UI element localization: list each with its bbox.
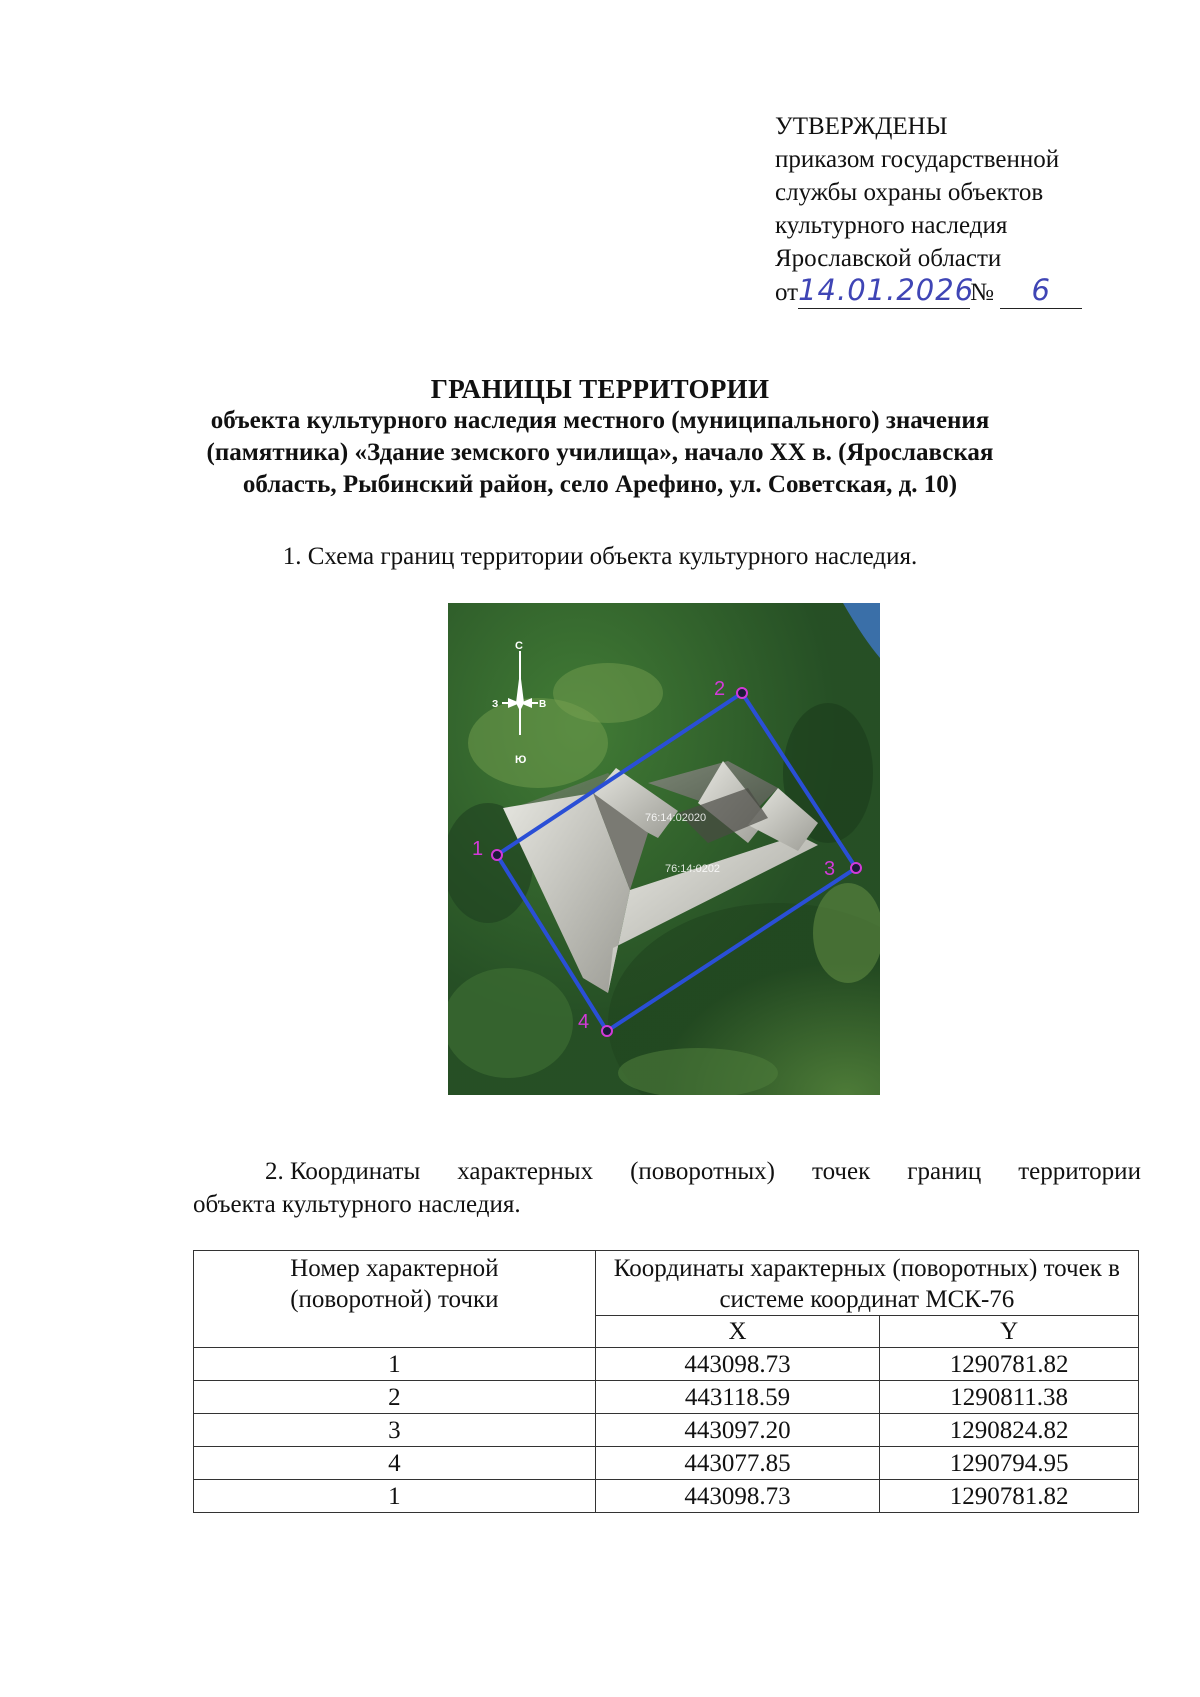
- number-prefix: №: [970, 279, 994, 306]
- point-label-1: 1: [472, 838, 484, 860]
- order-date-field: [798, 273, 975, 309]
- compass-east: В: [539, 699, 547, 710]
- boundary-point-4: [602, 1026, 612, 1036]
- compass-west: З: [492, 699, 499, 710]
- order-date-value: 14.01.2026: [798, 273, 975, 307]
- approval-block: [775, 110, 1115, 311]
- cell-x: 443098.73: [595, 1480, 880, 1513]
- boundary-point-1: [492, 850, 502, 860]
- title-line: (памятника) «Здание земского училища», начало XX в. (Ярославская: [206, 439, 994, 466]
- title-line: объекта культурного наследия местного (муниципального) значения: [210, 407, 990, 434]
- col-header-x: X: [595, 1316, 880, 1348]
- cell-y: 1290824.82: [880, 1414, 1139, 1447]
- cell-point-number: 1: [194, 1348, 596, 1381]
- parcel-label: 76:14:02020: [645, 812, 707, 824]
- cell-x: 443118.59: [595, 1381, 880, 1414]
- approval-line: Ярославской области: [775, 245, 1002, 272]
- boundary-point-3: [851, 863, 861, 873]
- table-row: [194, 1480, 1139, 1513]
- title-main: ГРАНИЦЫ ТЕРРИТОРИИ: [430, 374, 770, 404]
- approval-heading: УТВЕРЖДЕНЫ: [775, 113, 948, 140]
- point-label-4: 4: [578, 1011, 590, 1033]
- cell-point-number: 2: [194, 1381, 596, 1414]
- order-number-value: 6: [1031, 273, 1051, 307]
- section-2-heading: [193, 1155, 1141, 1221]
- col-header-point-number: Номер характерной (поворотной) точки: [194, 1251, 596, 1348]
- point-label-2: 2: [714, 678, 726, 700]
- document-title: [150, 373, 1050, 501]
- section-2-line-2: объекта культурного наследия.: [193, 1191, 521, 1218]
- cell-y: 1290781.82: [880, 1480, 1139, 1513]
- map-canvas: [448, 603, 880, 1095]
- table-row: [194, 1348, 1139, 1381]
- cell-point-number: 3: [194, 1414, 596, 1447]
- section-2-line-1: [193, 1155, 1141, 1188]
- coordinates-table: [193, 1250, 1139, 1513]
- order-date-line: [775, 275, 1115, 311]
- approval-line: приказом государственной: [775, 146, 1060, 173]
- cell-y: 1290794.95: [880, 1447, 1139, 1480]
- date-prefix: от: [775, 279, 799, 306]
- parcel-label: 76:14:0202: [665, 863, 721, 875]
- heading-word: границ: [907, 1158, 982, 1185]
- heading-word: точек: [811, 1158, 871, 1185]
- heading-word: 2. Координаты: [265, 1158, 421, 1185]
- cell-point-number: 4: [194, 1447, 596, 1480]
- cell-x: 443077.85: [595, 1447, 880, 1480]
- approval-line: культурного наследия: [775, 212, 1008, 239]
- boundary-map: [448, 603, 880, 1095]
- order-number-field: [1000, 275, 1082, 309]
- compass-south: Ю: [515, 754, 527, 766]
- col-header-coordinates: Координаты характерных (поворотных) точек в системе координат МСК-76: [595, 1251, 1138, 1316]
- cell-x: 443097.20: [595, 1414, 880, 1447]
- cell-x: 443098.73: [595, 1348, 880, 1381]
- col-header-y: Y: [880, 1316, 1139, 1348]
- table-header-row: [194, 1251, 1139, 1316]
- point-label-3: 3: [824, 858, 836, 880]
- heading-word: (поворотных): [630, 1158, 776, 1185]
- cell-point-number: 1: [194, 1480, 596, 1513]
- title-line: область, Рыбинский район, село Арефино, ул. Советская, д. 10): [242, 471, 958, 498]
- table-row: [194, 1414, 1139, 1447]
- cell-y: 1290811.38: [880, 1381, 1139, 1414]
- approval-line: службы охраны объектов: [775, 179, 1044, 206]
- boundary-point-2: [737, 688, 747, 698]
- compass-north: С: [515, 640, 523, 652]
- table-row: [194, 1381, 1139, 1414]
- cell-y: 1290781.82: [880, 1348, 1139, 1381]
- table-row: [194, 1447, 1139, 1480]
- heading-word: территории: [1018, 1158, 1141, 1185]
- section-1-heading: 1. Схема границ территории объекта культурного наследия.: [282, 543, 918, 570]
- heading-word: характерных: [457, 1158, 594, 1185]
